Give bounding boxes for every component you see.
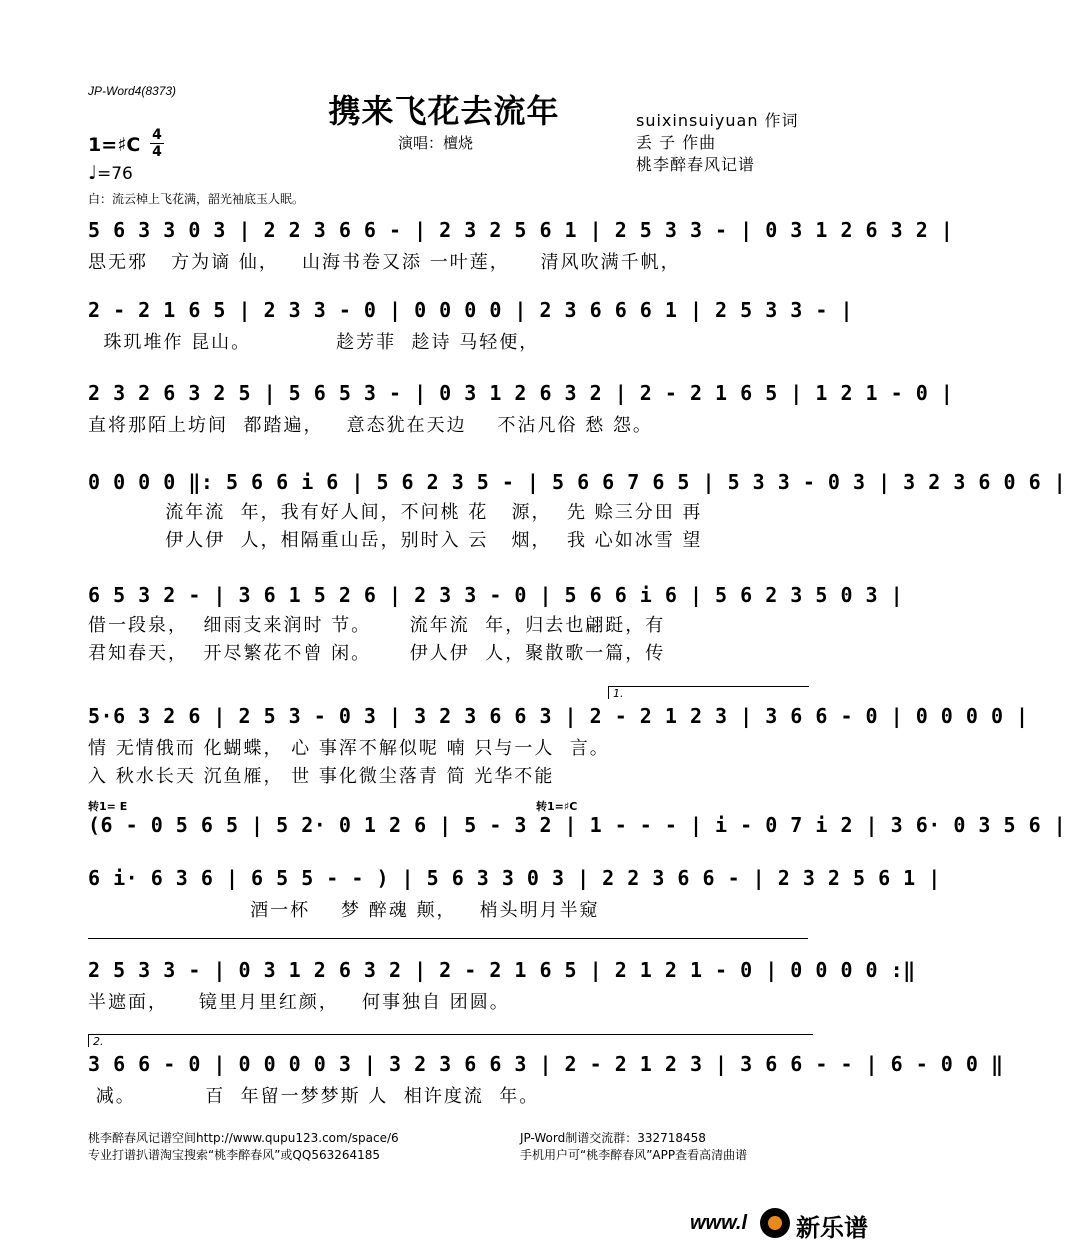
quarter-note-icon: ♩ [88,162,97,184]
lyric-line: 减。 百 年留一梦梦斯 人 相许度流 年。 [88,1086,540,1107]
lyric-line: 君知春天， 开尽繁花不曾 闲。 伊人伊 人，聚散歌一篇，传 [88,643,666,664]
notation-line: 6 5 3 2 - | 3 6 1 5 2 6 | 2 3 3 - 0 | 5 6 6 i 6 | 5 6 2 3 5 0 3 | [88,583,904,607]
modulation-mark: 转1= E [88,800,128,813]
song-title: 携来飞花去流年 [328,92,560,130]
lyric-line: 借一段泉， 细雨支来润时 节。 流年流 年，归去也翩跹，有 [88,615,666,636]
lyric-line: 酒一杯 梦 醉魂 颠， 梢头明月半窥 [88,900,600,921]
logo-text: 新乐谱 [796,1214,868,1242]
credits-block [636,110,799,176]
lyric-line: 直将那陌上坊间 都踏遍， 意态犹在天边 不沾凡俗 愁 怨。 [88,415,653,436]
volta-second-ending: 2. [88,1034,813,1047]
notation-line: 6 i· 6 3 6 | 6 5 5 - - ) | 5 6 3 3 0 3 | 2 2 3 6 6 - | 2 3 2 5 6 1 | [88,866,941,890]
watermark-url: www.l [690,1212,748,1234]
lyric-line: 入 秋水长天 沉鱼雁， 世 事化微尘落青 简 光华不能 [88,766,555,787]
logo-disc-center-icon [768,1216,782,1230]
notation-line: 2 3 2 6 3 2 5 | 5 6 5 3 - | 0 3 1 2 6 3 2 | 2 - 2 1 6 5 | 1 2 1 - 0 | [88,381,954,405]
notation-line: 3 6 6 - 0 | 0 0 0 0 3 | 3 2 3 6 6 3 | 2 - 2 1 2 3 | 3 6 6 - - | 6 - 0 0 ‖ [88,1052,1004,1076]
software-label: JP-Word4(8373) [88,84,177,98]
transcriber-credit: 桃李醉春风记谱 [636,155,756,174]
lyric-line: 半遮面， 镜里月里红颜， 何事独自 团圆。 [88,992,510,1013]
footer-space-link: 桃李醉春风记谱空间http://www.qupu123.com/space/6 [88,1131,399,1145]
time-signature-bottom: 4 [152,144,162,160]
notation-line: 5 6 3 3 0 3 | 2 2 3 6 6 - | 2 3 2 5 6 1 | 2 5 3 3 - | 0 3 1 2 6 3 2 | [88,218,954,242]
footer-right [520,1130,747,1164]
notation-line: 2 5 3 3 - | 0 3 1 2 6 3 2 | 2 - 2 1 6 5 | 2 1 2 1 - 0 | 0 0 0 0 :‖ [88,958,916,982]
lyric-line: 情 无情俄而 化蝴蝶， 心 事浑不解似呢 喃 只与一人 言。 [88,738,610,759]
notation-line: (6 - 0 5 6 5 | 5 2· 0 1 2 6 | 5 - 3 2 | 1 - - - | i - 0 7 i 2 | 3 6· 0 3 5 6 | [88,813,1066,837]
system-slur-line [88,938,808,939]
lyric-line: 流年流 年，我有好人间，不问桃 花 源， 先 赊三分田 再 [88,502,703,523]
notation-line: 2 - 2 1 6 5 | 2 3 3 - 0 | 0 0 0 0 | 2 3 6 6 6 1 | 2 5 3 3 - | [88,298,854,322]
volta-first-ending: 1. [608,686,809,699]
time-signature-top: 4 [152,127,162,143]
time-signature [150,128,164,159]
composer-credit: 丢 子 作曲 [636,133,717,152]
notation-line: 5·6 3 2 6 | 2 5 3 - 0 3 | 3 2 3 6 6 3 | 2 - 2 1 2 3 | 3 6 6 - 0 | 0 0 0 0 | [88,704,1029,728]
lyric-line: 伊人伊 人，相隔重山岳，别时入 云 烟， 我 心如冰雪 望 [88,530,703,551]
footer-app-note: 手机用户可“桃李醉春风”APP查看高清曲谱 [520,1148,748,1162]
modulation-mark: 转1=♯C [536,800,578,813]
tempo-value: =76 [96,164,133,184]
footer-left [88,1130,399,1164]
footer-shop-note: 专业打谱扒谱淘宝搜索“桃李醉春风”或QQ563264185 [88,1148,381,1162]
footer-group-note: JP-Word制谱交流群：332718458 [520,1131,706,1145]
lyricist-credit: suixinsuiyuan 作词 [636,111,799,130]
key-signature: 1=♯C [88,134,141,156]
lyric-line: 思无邪 方为谪 仙， 山海书卷又添 一叶莲， 清风吹满千帆， [88,252,681,273]
intro-text: 白：流云棹上飞花满，韶光袖底玉人眠。 [88,192,305,206]
tempo-marking [88,162,133,184]
lyric-line: 珠玑堆作 昆山。 趁芳菲 趁诗 马轻便， [88,332,540,353]
singer-credit: 演唱：檀烧 [398,134,474,152]
notation-line: 0 0 0 0 ‖: 5 6 6 i 6 | 5 6 2 3 5 - | 5 6 6 7 6 5 | 5 3 3 - 0 3 | 3 2 3 6 0 6 | [88,470,1066,494]
